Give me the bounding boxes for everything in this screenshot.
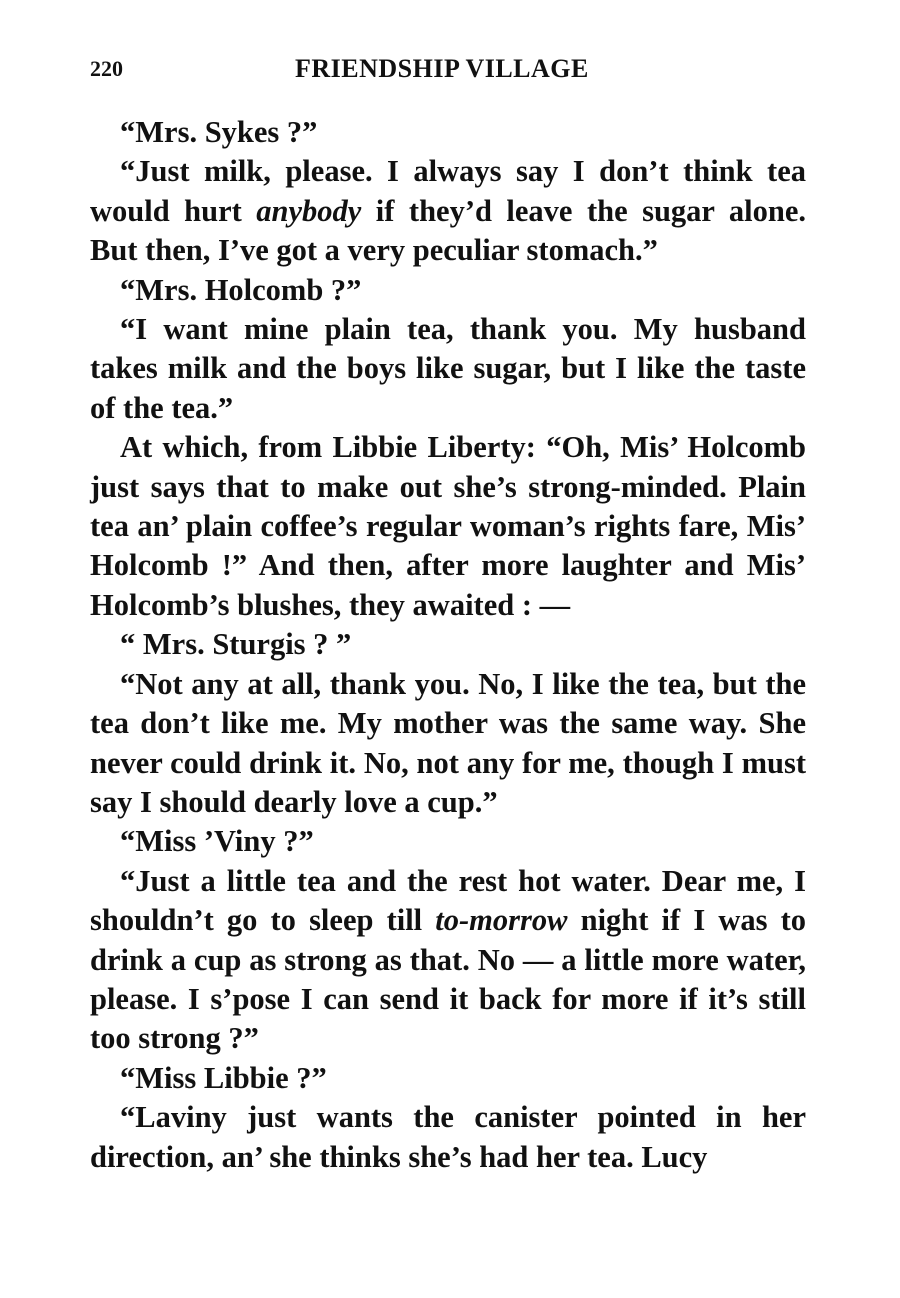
page-header	[90, 50, 800, 90]
dialogue-text: “Not any at all, thank you. No, I like the tea, but the tea don’t like me. My mother was the same way. She never could drink it. No, not any for me, though I must say I should dearly love a cup.”	[90, 666, 806, 819]
dialogue-text: “Laviny just wants the canister pointed in her direction, an’ she thinks she’s had her tea. Lucy	[90, 1100, 806, 1174]
paragraph-mrs-holcomb-question	[90, 271, 806, 310]
dialogue-text: if they’d leave the sugar alone. But then, I’ve got a very peculiar stomach.”	[90, 193, 806, 268]
dialogue-text: “Mrs. Sykes ?”	[120, 115, 318, 149]
paragraph-laviny	[90, 1098, 806, 1177]
body-text	[90, 113, 806, 1177]
dialogue-text: “Mrs. Holcomb ?”	[120, 272, 362, 307]
running-title: FRIENDSHIP VILLAGE	[295, 54, 589, 83]
paragraph-mrs-sturgis-question	[90, 625, 806, 664]
paragraph-little-tea	[90, 862, 806, 1059]
dialogue-text: “Miss Libbie ?”	[120, 1060, 327, 1095]
paragraph-miss-viny-question	[90, 822, 806, 861]
dialogue-text: “Just a little tea and the rest hot water. Dear me, I shouldn’t go to sleep till	[90, 863, 806, 938]
narrative-text: At which, from Libbie Liberty: “Oh, Mis’ Holcomb just says that to make out she’s strong-minded. Plain tea an’ plain coffee’s regular woman’s rights fare, Mis’ Holcomb !” And then, after more laughter and Mis’ Holcomb’s blushes, they awaited : —	[90, 430, 806, 622]
italic-emphasis: anybody	[256, 193, 362, 228]
paragraph-libbie-liberty	[90, 428, 806, 625]
dialogue-text: night if I was to drink a cup as strong as that. No — a little more water, please. I s’pose I can send it back for more if it’s still too strong ?”	[90, 903, 807, 1056]
dialogue-text: “ Mrs. Sturgis ? ”	[120, 627, 352, 662]
italic-emphasis: to-morrow	[435, 903, 568, 938]
paragraph-miss-libbie-question	[90, 1059, 806, 1098]
dialogue-text: “Just milk, please. I always say I don’t think tea would hurt	[90, 154, 806, 228]
dialogue-text: “Miss ’Viny ?”	[120, 824, 314, 859]
paragraph-mrs-sykes-question	[90, 113, 806, 152]
paragraph-just-milk	[90, 152, 806, 270]
dialogue-text: “I want mine plain tea, thank you. My husband takes milk and the boys like sugar, but I like the taste of the tea.”	[90, 312, 806, 425]
paragraph-plain-tea	[90, 310, 806, 428]
paragraph-not-any	[90, 665, 806, 823]
page-number: 220	[90, 56, 123, 81]
